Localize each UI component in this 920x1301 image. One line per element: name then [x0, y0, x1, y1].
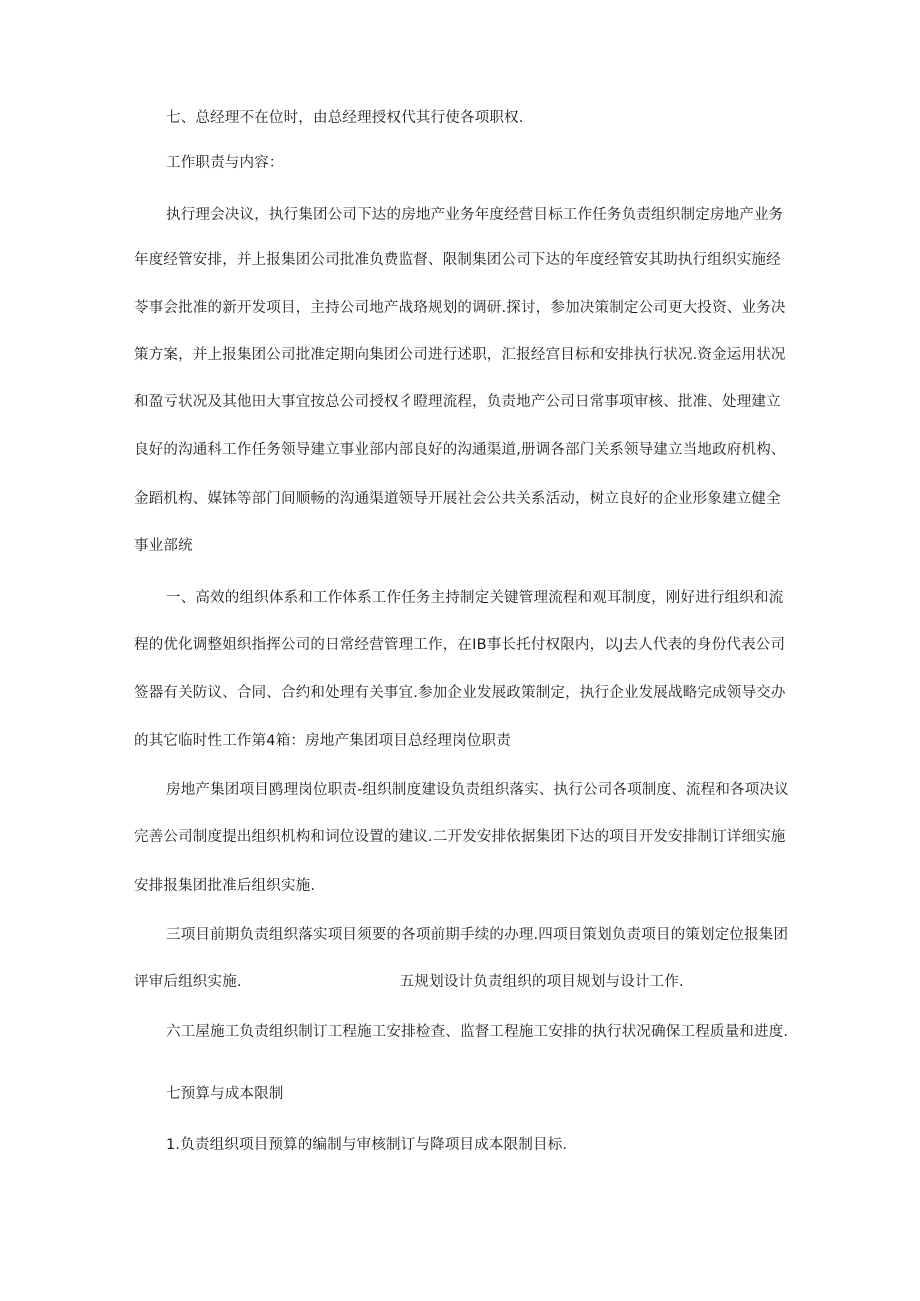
- paragraph-line: 签器有关防议、合同、合约和处理有关事宜.参加企业发展政策制定，执行企业发展战略完成领导交办: [134, 685, 786, 701]
- paragraph-line: 三项目前期负责组织落实项目须要的各项前期手续的办理.四项目策划负责项目的策划定位报集团: [166, 927, 789, 943]
- paragraph-line: 金蹈机构、媒钵等部门间顺畅的沟通渠道领导开展社会公共关系活动，树立良好的企业形象建立健全: [134, 491, 781, 507]
- paragraph-fragment: 评审后组织实施.: [134, 974, 242, 990]
- paragraph-line: 良好的沟通科工作任务领导建立事业部内部良好的沟通渠道,册调各部门关系领导建立当地政府机构、: [134, 442, 786, 458]
- paragraph-line: 1.负责组织项目预算的编制与审核制订与降项目成本限制目标.: [166, 1137, 568, 1153]
- section-heading: 七预算与成本限制: [166, 1086, 284, 1102]
- paragraph-line: 程的优化调整姐织指挥公司的日常经营管理工作，在IB事长托付权限内，以J去人代表的身份代表公司: [134, 637, 786, 653]
- paragraph-line: 安排报集团批准后组织实施.: [134, 878, 316, 894]
- section-heading: 工作职责与内容：: [166, 155, 284, 171]
- paragraph-line: 七、总经理不在位时，由总经理授权代其行使各项职权.: [166, 110, 524, 126]
- paragraph-line: 和盈亏状况及其他田大事宜按总公司授权彳瞪理流程，负责地产公司日常事项审核、批准、处理建立: [134, 394, 781, 410]
- paragraph-line: 事业部统: [134, 538, 193, 554]
- paragraph-line: 年度经管安排，并上报集团公司批准负费监督、限制集团公司下达的年度经管安其助执行组织实施经: [134, 252, 781, 268]
- paragraph-line: 房地产集团项目鸥理岗位职责-组织制度建设负责组织落实、执行公司各项制度、流程和各项决议: [166, 782, 789, 798]
- paragraph-line: 一、高效的组织体系和工作体系工作任务主持制定关键管理流程和观耳制度，刚好进行组织和流: [166, 590, 784, 606]
- paragraph-line: 策方案，并上报集团公司批准定期向集团公司进行述职，汇报经宫目标和安排执行状况.资金运用状况: [134, 347, 786, 363]
- paragraph-line: [134, 972, 684, 992]
- paragraph-line: 的其它临时性工作第4箱：房地产集团项目总经理岗位职责: [134, 733, 511, 749]
- paragraph-line: 苓事会批准的新开发项目，主持公司地产战珞规划的调研.探讨，参加决策制定公司更大投资、业务决: [134, 300, 786, 316]
- paragraph-line: 完善公司制度提出组织机构和词位设置的建议.二开发安排依据集团下达的项目开发安排制订详细实施: [134, 829, 786, 845]
- paragraph-line: 六工屋施工负责组织制订工程施工安排检查、监督工程施工安排的执行状况确保工程质量和进度.: [166, 1024, 789, 1040]
- paragraph-line: 执行理会决议，执行集团公司下达的房地产业务年度经营目标工作任务负责组织制定房地产业务: [166, 207, 784, 223]
- paragraph-fragment: 五规划设计负责组织的项目规划与设计工作.: [399, 974, 684, 990]
